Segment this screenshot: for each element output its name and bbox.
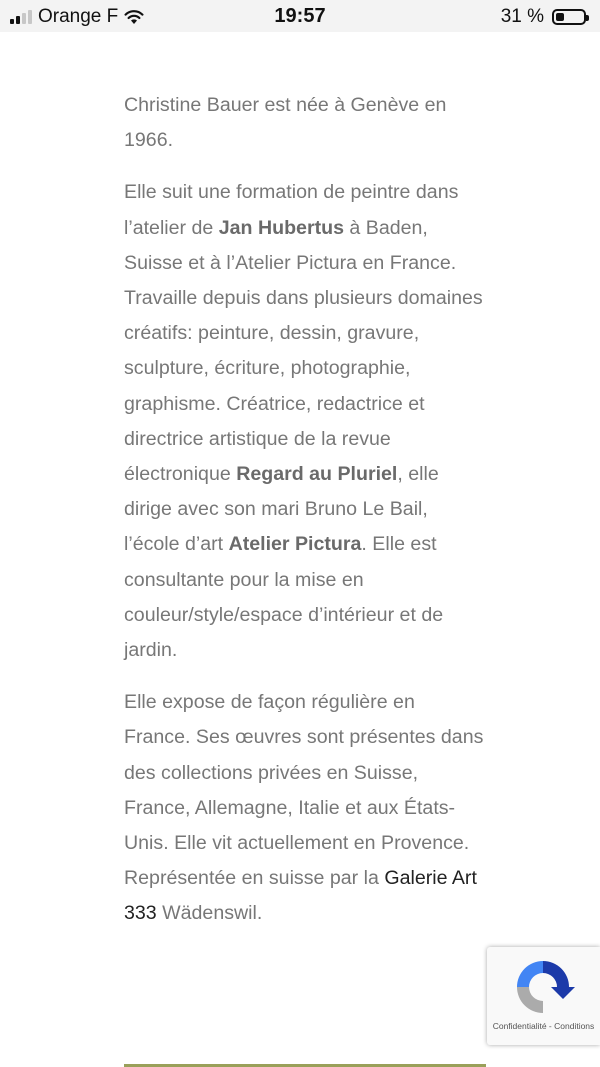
bio-text: , elle dirige avec son mari Bruno Le Bail, l’école d’art <box>124 463 439 556</box>
carrier-name: Orange F <box>38 6 119 27</box>
biography-text <box>124 88 484 949</box>
bio-paragraph-2 <box>124 175 484 668</box>
bold-name-jan-hubertus: Jan Hubertus <box>218 216 344 239</box>
bio-paragraph-3 <box>124 685 484 931</box>
battery-info <box>501 6 586 28</box>
bio-text: Elle suit une formation de peintre dans l’atelier de <box>124 181 459 239</box>
battery-icon <box>552 9 586 25</box>
recaptcha-logo-icon <box>511 957 575 1017</box>
bio-paragraph-1: Christine Bauer est née à Genève en 1966. <box>124 94 447 152</box>
bio-text: . Elle est consultante pour la mise en couleur/style/espace d’intérieur et de jardin. <box>124 533 444 662</box>
bio-text: Elle expose de façon régulière en France. Ses œuvres sont présentes dans des collections privées en Suisse, France, Allemagne, Italie et aux États-Unis. Elle vit actuellement en Provence. Représentée en suisse par la <box>124 691 484 890</box>
bio-text: à Baden, Suisse et à l’Atelier Pictura en France. Travaille depuis dans plusieurs domaines créatifs: peinture, dessin, gravure, sculpture, écriture, photographie, graphisme. Créatrice, redactrice et directrice artistique de la revue électronique <box>124 216 483 486</box>
bold-name-regard-au-pluriel: Regard au Pluriel <box>236 463 398 486</box>
recaptcha-badge[interactable] <box>487 947 600 1045</box>
battery-percent: 31 % <box>500 6 544 27</box>
bio-text: Wädenswil. <box>156 902 263 925</box>
bold-name-atelier-pictura: Atelier Pictura <box>228 533 362 556</box>
clock: 19:57 <box>274 5 326 27</box>
galerie-art-333-link[interactable]: Galerie Art 333 <box>124 867 477 925</box>
battery-fill <box>556 13 564 21</box>
recaptcha-terms[interactable]: Confidentialité - Conditions <box>492 1021 595 1031</box>
status-bar <box>0 0 600 32</box>
